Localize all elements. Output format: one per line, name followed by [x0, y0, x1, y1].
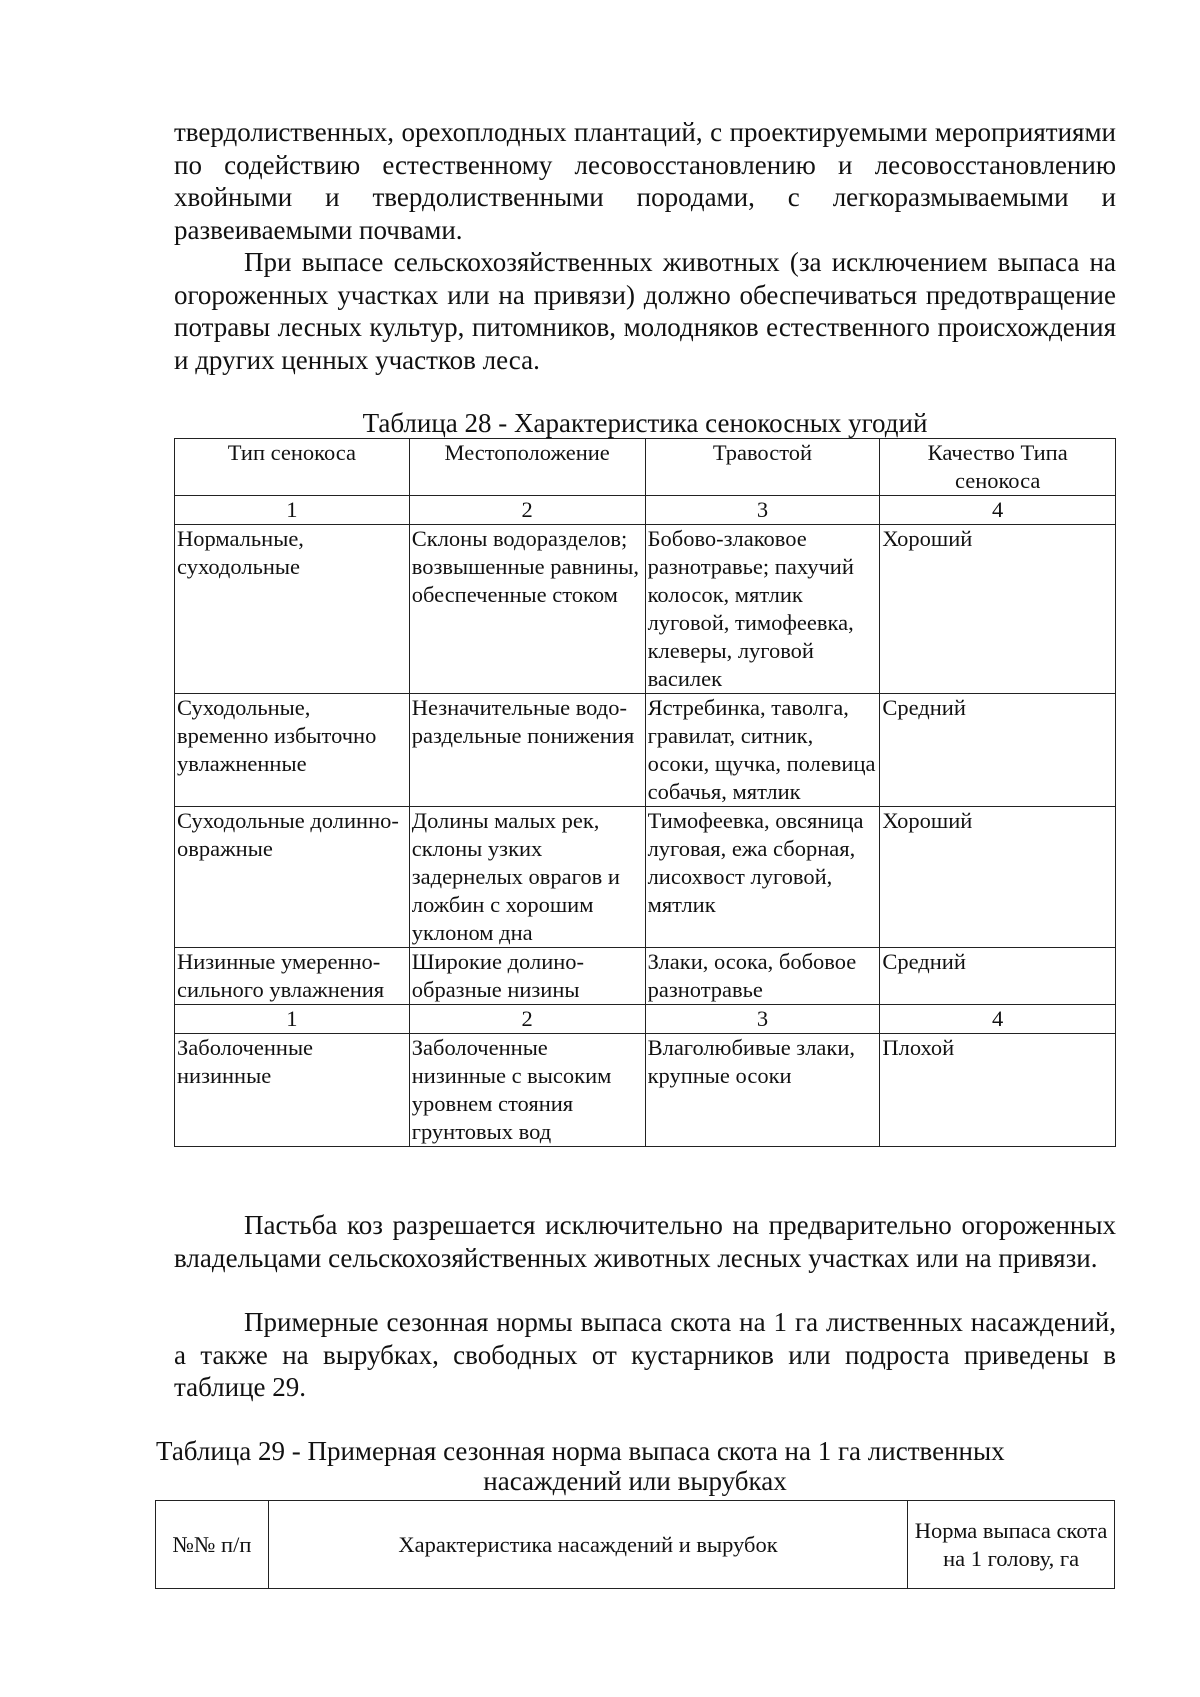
column-number: 4 — [880, 496, 1116, 525]
column-number: 2 — [409, 496, 645, 525]
table-cell: Средний — [880, 948, 1116, 1005]
table-28 — [174, 438, 1116, 1147]
column-number: 1 — [175, 1005, 410, 1034]
table-cell: Суходольные долинно-овражные — [175, 807, 410, 948]
table-29-header-cell: №№ п/п — [156, 1501, 269, 1589]
table-cell: Плохой — [880, 1034, 1116, 1147]
table-cell: Ястребинка, таволга, гравилат, ситник, осоки, щучка, полевица собачья, мятлик — [645, 694, 880, 807]
table-cell: Нормальные, суходольные — [175, 525, 410, 694]
table-cell: Незначительные водо- раздельные понижения — [409, 694, 645, 807]
table-cell: Широкие долино-образные низины — [409, 948, 645, 1005]
table-28-header-row — [175, 439, 1116, 496]
grazing-norms-paragraph: Примерные сезонная нормы выпаса скота на 1 га лиственных насаждений, а также на вырубках, свободных от кустарников или подроста приведены в таблице 29. — [174, 1307, 1116, 1402]
table-row — [175, 807, 1116, 948]
table-29 — [155, 1500, 1115, 1589]
table-cell: Бобово-злаковое разнотравье; пахучий колосок, мятлик луговой, тимофеевка, клеверы, луговой василек — [645, 525, 880, 694]
table-cell: Хороший — [880, 525, 1116, 694]
table-28-header-cell: Местоположение — [409, 439, 645, 496]
column-number: 4 — [880, 1005, 1116, 1034]
table-28-number-row — [175, 1005, 1116, 1034]
table-28-header-cell: Тип сенокоса — [175, 439, 410, 496]
table-28-number-row — [175, 496, 1116, 525]
table-cell: Средний — [880, 694, 1116, 807]
column-number: 3 — [645, 1005, 880, 1034]
table-cell: Влаголюбивые злаки, крупные осоки — [645, 1034, 880, 1147]
table-28-caption: Таблица 28 - Характеристика сенокосных угодий — [362, 408, 928, 438]
table-28-header-cell: Качество Типа сенокоса — [880, 439, 1116, 496]
table-29-caption-line-1: Таблица 29 - Примерная сезонная норма выпаса скота на 1 га лиственных — [156, 1436, 1005, 1466]
table-29-header-row — [156, 1501, 1115, 1589]
column-number: 3 — [645, 496, 880, 525]
table-row — [175, 525, 1116, 694]
table-cell: Долины малых рек, склоны узких задернелых оврагов и ложбин с хорошим уклоном дна — [409, 807, 645, 948]
table-29-header-cell: Норма выпаса скота на 1 голову, га — [908, 1501, 1115, 1589]
table-row — [175, 694, 1116, 807]
table-cell: Заболоченные низинные — [175, 1034, 410, 1147]
table-29-header-cell: Характеристика насаждений и вырубок — [268, 1501, 907, 1589]
table-cell: Суходольные, временно избыточно увлажненные — [175, 694, 410, 807]
goat-grazing-paragraph: Пастьба коз разрешается исключительно на предварительно огороженных владельцами сельскохозяйственных животных лесных участках или на привязи. — [174, 1210, 1116, 1273]
table-cell: Склоны водоразделов; возвышенные равнины, обеспеченные стоком — [409, 525, 645, 694]
table-row — [175, 948, 1116, 1005]
column-number: 2 — [409, 1005, 645, 1034]
table-cell: Злаки, осока, бобовое разнотравье — [645, 948, 880, 1005]
table-29-caption — [150, 1436, 1120, 1496]
table-cell: Хороший — [880, 807, 1116, 948]
table-cell: Низинные умеренно-сильного увлажнения — [175, 948, 410, 1005]
intro-paragraph-1: твердолиственных, орехоплодных плантаций, с проектируемыми мероприятиями по содействию естественному лесовосстановлению и лесовосстановлению хвойными и твердолиственными породами, с легкоразмываемыми и развеиваемыми почвами. — [174, 117, 1116, 245]
table-cell: Заболоченные низинные с высоким уровнем стояния грунтовых вод — [409, 1034, 645, 1147]
table-row — [175, 1034, 1116, 1147]
intro-paragraph-2: При выпасе сельскохозяйственных животных (за исключением выпаса на огороженных участках или на привязи) должно обеспечиваться предотвращение потравы лесных культур, питомников, молодняков естественного происхождения и других ценных участков леса. — [174, 247, 1116, 375]
column-number: 1 — [175, 496, 410, 525]
table-29-caption-line-2: насаждений или вырубках — [483, 1466, 787, 1496]
table-28-header-cell: Травостой — [645, 439, 880, 496]
table-cell: Тимофеевка, овсяница луговая, ежа сборная, лисохвост луговой, мятлик — [645, 807, 880, 948]
